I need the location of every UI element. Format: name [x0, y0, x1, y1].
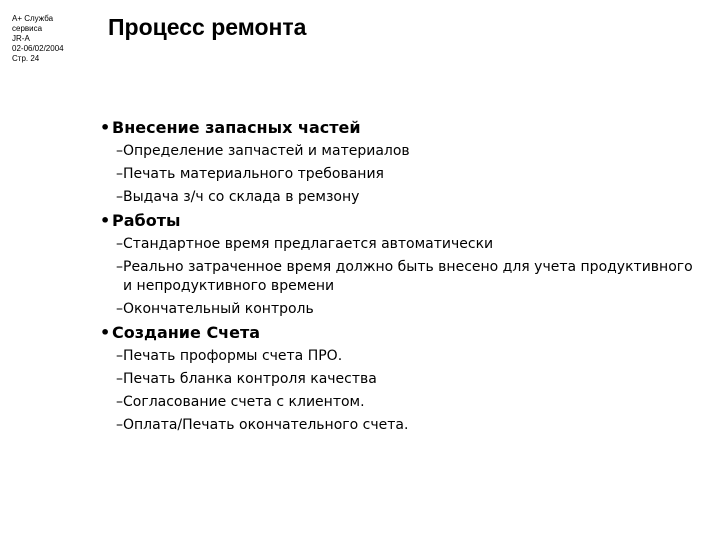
slide-meta: [12, 14, 92, 64]
list-item: [116, 368, 700, 391]
list-item: [116, 414, 700, 437]
slide-content: [100, 116, 700, 437]
section-heading-text: Работы: [112, 211, 181, 230]
list-item-text: Реально затраченное время должно быть внесено для учета продуктивного и непродуктивного времени: [123, 259, 693, 294]
section-heading: [100, 116, 700, 140]
section-heading-text: Создание Счета: [112, 323, 261, 342]
meta-line: Стр. 24: [12, 54, 40, 63]
sub-list: [116, 345, 700, 437]
list-item-text: Согласование счета с клиентом.: [123, 394, 365, 410]
meta-line: 02-06/02/2004: [12, 44, 64, 53]
list-item: [116, 186, 700, 209]
sub-list: [116, 140, 700, 209]
dash-icon: –: [116, 166, 123, 182]
dash-icon: –: [116, 394, 123, 410]
bullet-icon: •: [100, 323, 111, 342]
dash-icon: –: [116, 371, 123, 387]
list-item: [116, 298, 700, 321]
section-invoice: [100, 321, 700, 437]
list-item: [116, 256, 700, 298]
section-heading-text: Внесение запасных частей: [112, 118, 361, 137]
list-item-text: Стандартное время предлагается автоматически: [123, 236, 494, 252]
list-item: [116, 233, 700, 256]
list-item-text: Окончательный контроль: [123, 301, 314, 317]
list-item-text: Выдача з/ч со склада в ремзону: [123, 189, 360, 205]
list-item: [116, 391, 700, 414]
bullet-icon: •: [100, 211, 111, 230]
list-item-text: Определение запчастей и материалов: [123, 143, 410, 159]
section-heading: [100, 209, 700, 233]
dash-icon: –: [116, 417, 123, 433]
dash-icon: –: [116, 189, 123, 205]
list-item-text: Печать материального требования: [123, 166, 384, 182]
dash-icon: –: [116, 301, 123, 317]
dash-icon: –: [116, 259, 123, 275]
meta-line: JR-A: [12, 34, 30, 43]
dash-icon: –: [116, 236, 123, 252]
sub-list: [116, 233, 700, 321]
list-item-text: Оплата/Печать окончательного счета.: [123, 417, 409, 433]
dash-icon: –: [116, 143, 123, 159]
dash-icon: –: [116, 348, 123, 364]
meta-line: A+ Служба: [12, 14, 54, 23]
list-item-text: Печать бланка контроля качества: [123, 371, 377, 387]
list-item: [116, 140, 700, 163]
list-item: [116, 345, 700, 368]
section-parts: [100, 116, 700, 209]
section-heading: [100, 321, 700, 345]
list-item-text: Печать проформы счета ПРО.: [123, 348, 343, 364]
section-works: [100, 209, 700, 321]
meta-line: сервиса: [12, 24, 43, 33]
bullet-icon: •: [100, 118, 111, 137]
page-title: Процесс ремонта: [108, 14, 307, 40]
list-item: [116, 163, 700, 186]
